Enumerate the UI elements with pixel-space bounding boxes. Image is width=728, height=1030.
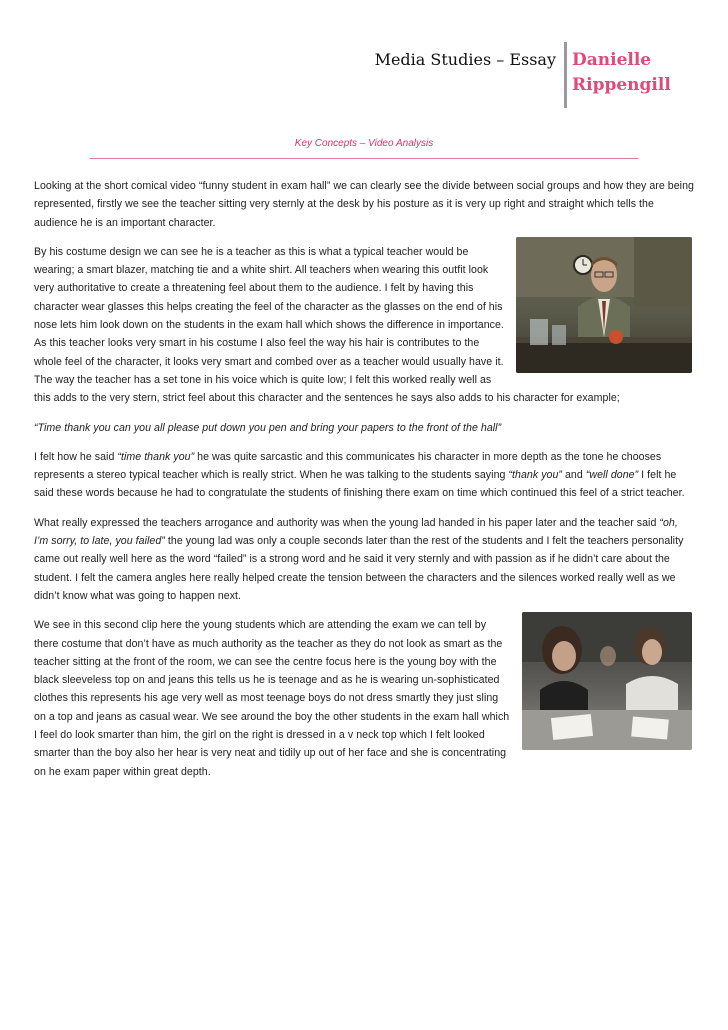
document-title: Media Studies – Essay [374, 50, 556, 69]
tone-text-3: and [562, 469, 586, 482]
arrogance-text-2: the young lad was only a couple seconds later than the rest of the students and I felt the teachers personality came out really well here as the word “failed” is a strong word and he said it very sternly and with passion as if he didn’t care about the student. I felt the camera angles here really helped create the tension between the characters and the silences worked really well as we didn’t know what was going to happen next. [34, 535, 684, 602]
tone-quote-2: “thank you” [508, 469, 562, 482]
teacher-scene-image [516, 237, 692, 373]
paragraph-students: We see in this second clip here the young students which are attending the exam we can tell by there costume that don’t have as much authority as the teacher as they do not look as smart as the teacher sitting at the front of the room, we can see the centre focus here is the young boy with the black sleeveless top on and jeans this tells us he is teenage and as he is wearing un-sophisticated clothes this represents his age very well as most teenage boys do not dress smartly they just sling on a top and jeans as casual wear. We see around the boy the other students in the exam hall which I feel do look smarter than him, the girl on the right is dressed in a v neck top which I felt looked smarter than the boy also her hear is very neat and tidily up out of her face and she is concentrating on he exam paper within great depth. [34, 619, 510, 778]
tone-quote-1: “time thank you” [117, 450, 195, 463]
arrogance-text-1: What really expressed the teachers arrogance and authority was when the young lad handed in his paper later and the teacher said [34, 516, 660, 529]
header-divider [564, 42, 567, 108]
author-last-name: Rippengill [572, 75, 671, 95]
tone-text-1: I felt how he said [34, 450, 118, 463]
tone-quote-3: “well done” [585, 469, 639, 482]
author-first-name: Danielle [572, 50, 652, 70]
students-scene-image [522, 612, 692, 750]
paragraph-arrogance [34, 514, 694, 605]
teacher-video-still [516, 237, 692, 373]
essay-body [34, 177, 694, 792]
quote-line [34, 419, 694, 437]
document-header [0, 42, 728, 108]
students-video-still [522, 612, 692, 750]
subtitle-divider [90, 158, 638, 159]
paragraph-costume: By his costume design we can see he is a teacher as this is what a typical teacher would be wearing; a smart blazer, matching tie and a white shirt. All teachers when wearing this outfit look very authoritative to create a threatening feel about them to the audience. I felt by having this character wear glasses this helps creating the feel of the character as the glasses on the end of his nose lets him look down on the students in the exam hall which shows the difference in importance. As this teacher looks very smart in his costume I also feel the way his hair is contributes to the whole feel of the character, it looks very smart and combed over as a teacher would usually have it. The way the teacher has a set tone in his voice which is quite low; I felt this worked really well as this adds to the very stern, strict feel about this character and the sentences he says also adds to his character for example; [34, 245, 620, 405]
tone-text-4: I felt he said these words because he had to congratulate the students of finishing there exam on time which continued this feel of a strict teacher. [34, 469, 685, 500]
paragraph-intro: Looking at the short comical video “funny student in exam hall” we can clearly see the divide between social groups and how they are being represented, firstly we see the teacher sitting very sternly at the desk by his posture as it is very up right and straight which tells the audience he is an important character. [34, 180, 694, 229]
author-name [572, 48, 671, 98]
teacher-quote: “Time thank you can you all please put down you pen and bring your papers to the front of the hall” [34, 421, 502, 434]
tone-text-2: he was quite sarcastic and this communicates his character in more depth as the tone he chooses represents a stereo typical teacher which is really strict. When he was talking to the students saying [34, 450, 662, 482]
section-subtitle: Key Concepts – Video Analysis [294, 138, 434, 149]
paragraph-tone [34, 448, 694, 503]
arrogance-quote: “oh, I’m sorry, to late, you failed” [34, 516, 678, 548]
